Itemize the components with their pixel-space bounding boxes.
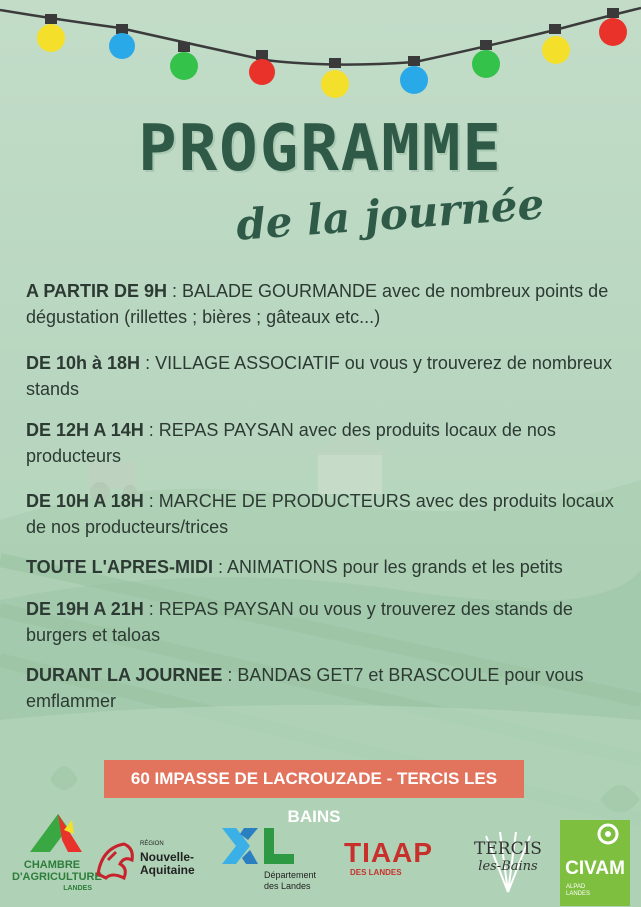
schedule-time: DE 10h à 18H	[26, 353, 141, 373]
xl-line2: des Landes	[264, 881, 311, 891]
region-line2: Aquitaine	[140, 863, 195, 877]
chambre-line1: CHAMBRE	[23, 859, 81, 871]
civam-mark: CIVAM	[565, 858, 625, 879]
schedule-text: : BANDAS GET7 et BRASCOULE pour vous emflammer	[26, 665, 584, 711]
schedule-text: : REPAS PAYSAN avec des produits locaux de nos producteurs	[26, 420, 556, 466]
xl-line1: Département	[264, 870, 317, 880]
tercis-logo	[468, 826, 548, 896]
civam-sub1: ALPAD	[566, 884, 586, 890]
civam-logo	[560, 820, 630, 906]
light-bulb-icon	[472, 40, 500, 78]
chambre-agriculture-icon	[12, 810, 92, 854]
schedule-time: DURANT LA JOURNEE	[26, 665, 223, 685]
chambre-line2: D'AGRICULTURE	[12, 871, 102, 883]
schedule-item	[26, 350, 626, 402]
civam-sub2: LANDES	[566, 891, 591, 897]
schedule-text: : REPAS PAYSAN ou vous y trouverez des stands de burgers et taloas	[26, 599, 573, 645]
tercis-line1: TERCIS	[474, 839, 542, 859]
light-bulb-icon	[249, 50, 275, 85]
xl-icon	[218, 824, 308, 870]
schedule-item	[26, 278, 626, 330]
chambre-agriculture-logo	[12, 810, 102, 892]
region-logo	[94, 838, 214, 888]
lion-icon	[94, 838, 138, 882]
schedule-text: : ANIMATIONS pour les grands et les petits	[212, 557, 563, 577]
civam-swirl-icon	[560, 820, 630, 850]
schedule-time: DE 12H A 14H	[26, 420, 144, 440]
tiaap-logo	[344, 838, 464, 888]
light-bulb-icon	[170, 42, 198, 80]
chambre-line3: LANDES	[63, 885, 92, 892]
page-subtitle: de la journée	[234, 179, 546, 250]
region-small: RÉGION	[140, 841, 164, 847]
departement-landes-logo	[218, 824, 328, 900]
tiaap-mark: TIAAP	[344, 837, 433, 868]
schedule-item	[26, 596, 626, 648]
schedule-item	[26, 554, 626, 580]
tercis-line2: les-Bains	[478, 859, 538, 874]
partner-logos	[0, 810, 641, 907]
tiaap-sub: DES LANDES	[350, 868, 402, 877]
string-lights	[0, 0, 641, 110]
schedule-text: : BALADE GOURMANDE avec de nombreux points de dégustation (rillettes ; bières ; gâteaux etc...)	[26, 281, 609, 327]
schedule-time: A PARTIR DE 9H	[26, 281, 168, 301]
schedule-text: : MARCHE DE PRODUCTEURS avec des produits locaux de nos producteurs/trices	[26, 491, 614, 537]
schedule-time: TOUTE L'APRES-MIDI	[26, 557, 213, 577]
schedule-item	[26, 488, 626, 540]
schedule-item	[26, 662, 626, 714]
address-banner: 60 IMPASSE DE LACROUZADE - TERCIS LES BAINS	[104, 760, 524, 798]
page-title: PROGRAMME	[138, 112, 503, 186]
schedule-time: DE 10H A 18H	[26, 491, 144, 511]
schedule-text: : VILLAGE ASSOCIATIF ou vous y trouverez de nombreux stands	[26, 353, 612, 399]
schedule-item	[26, 417, 626, 469]
light-bulb-icon	[542, 24, 570, 64]
schedule-time: DE 19H A 21H	[26, 599, 144, 619]
region-line1: Nouvelle-	[140, 850, 195, 864]
